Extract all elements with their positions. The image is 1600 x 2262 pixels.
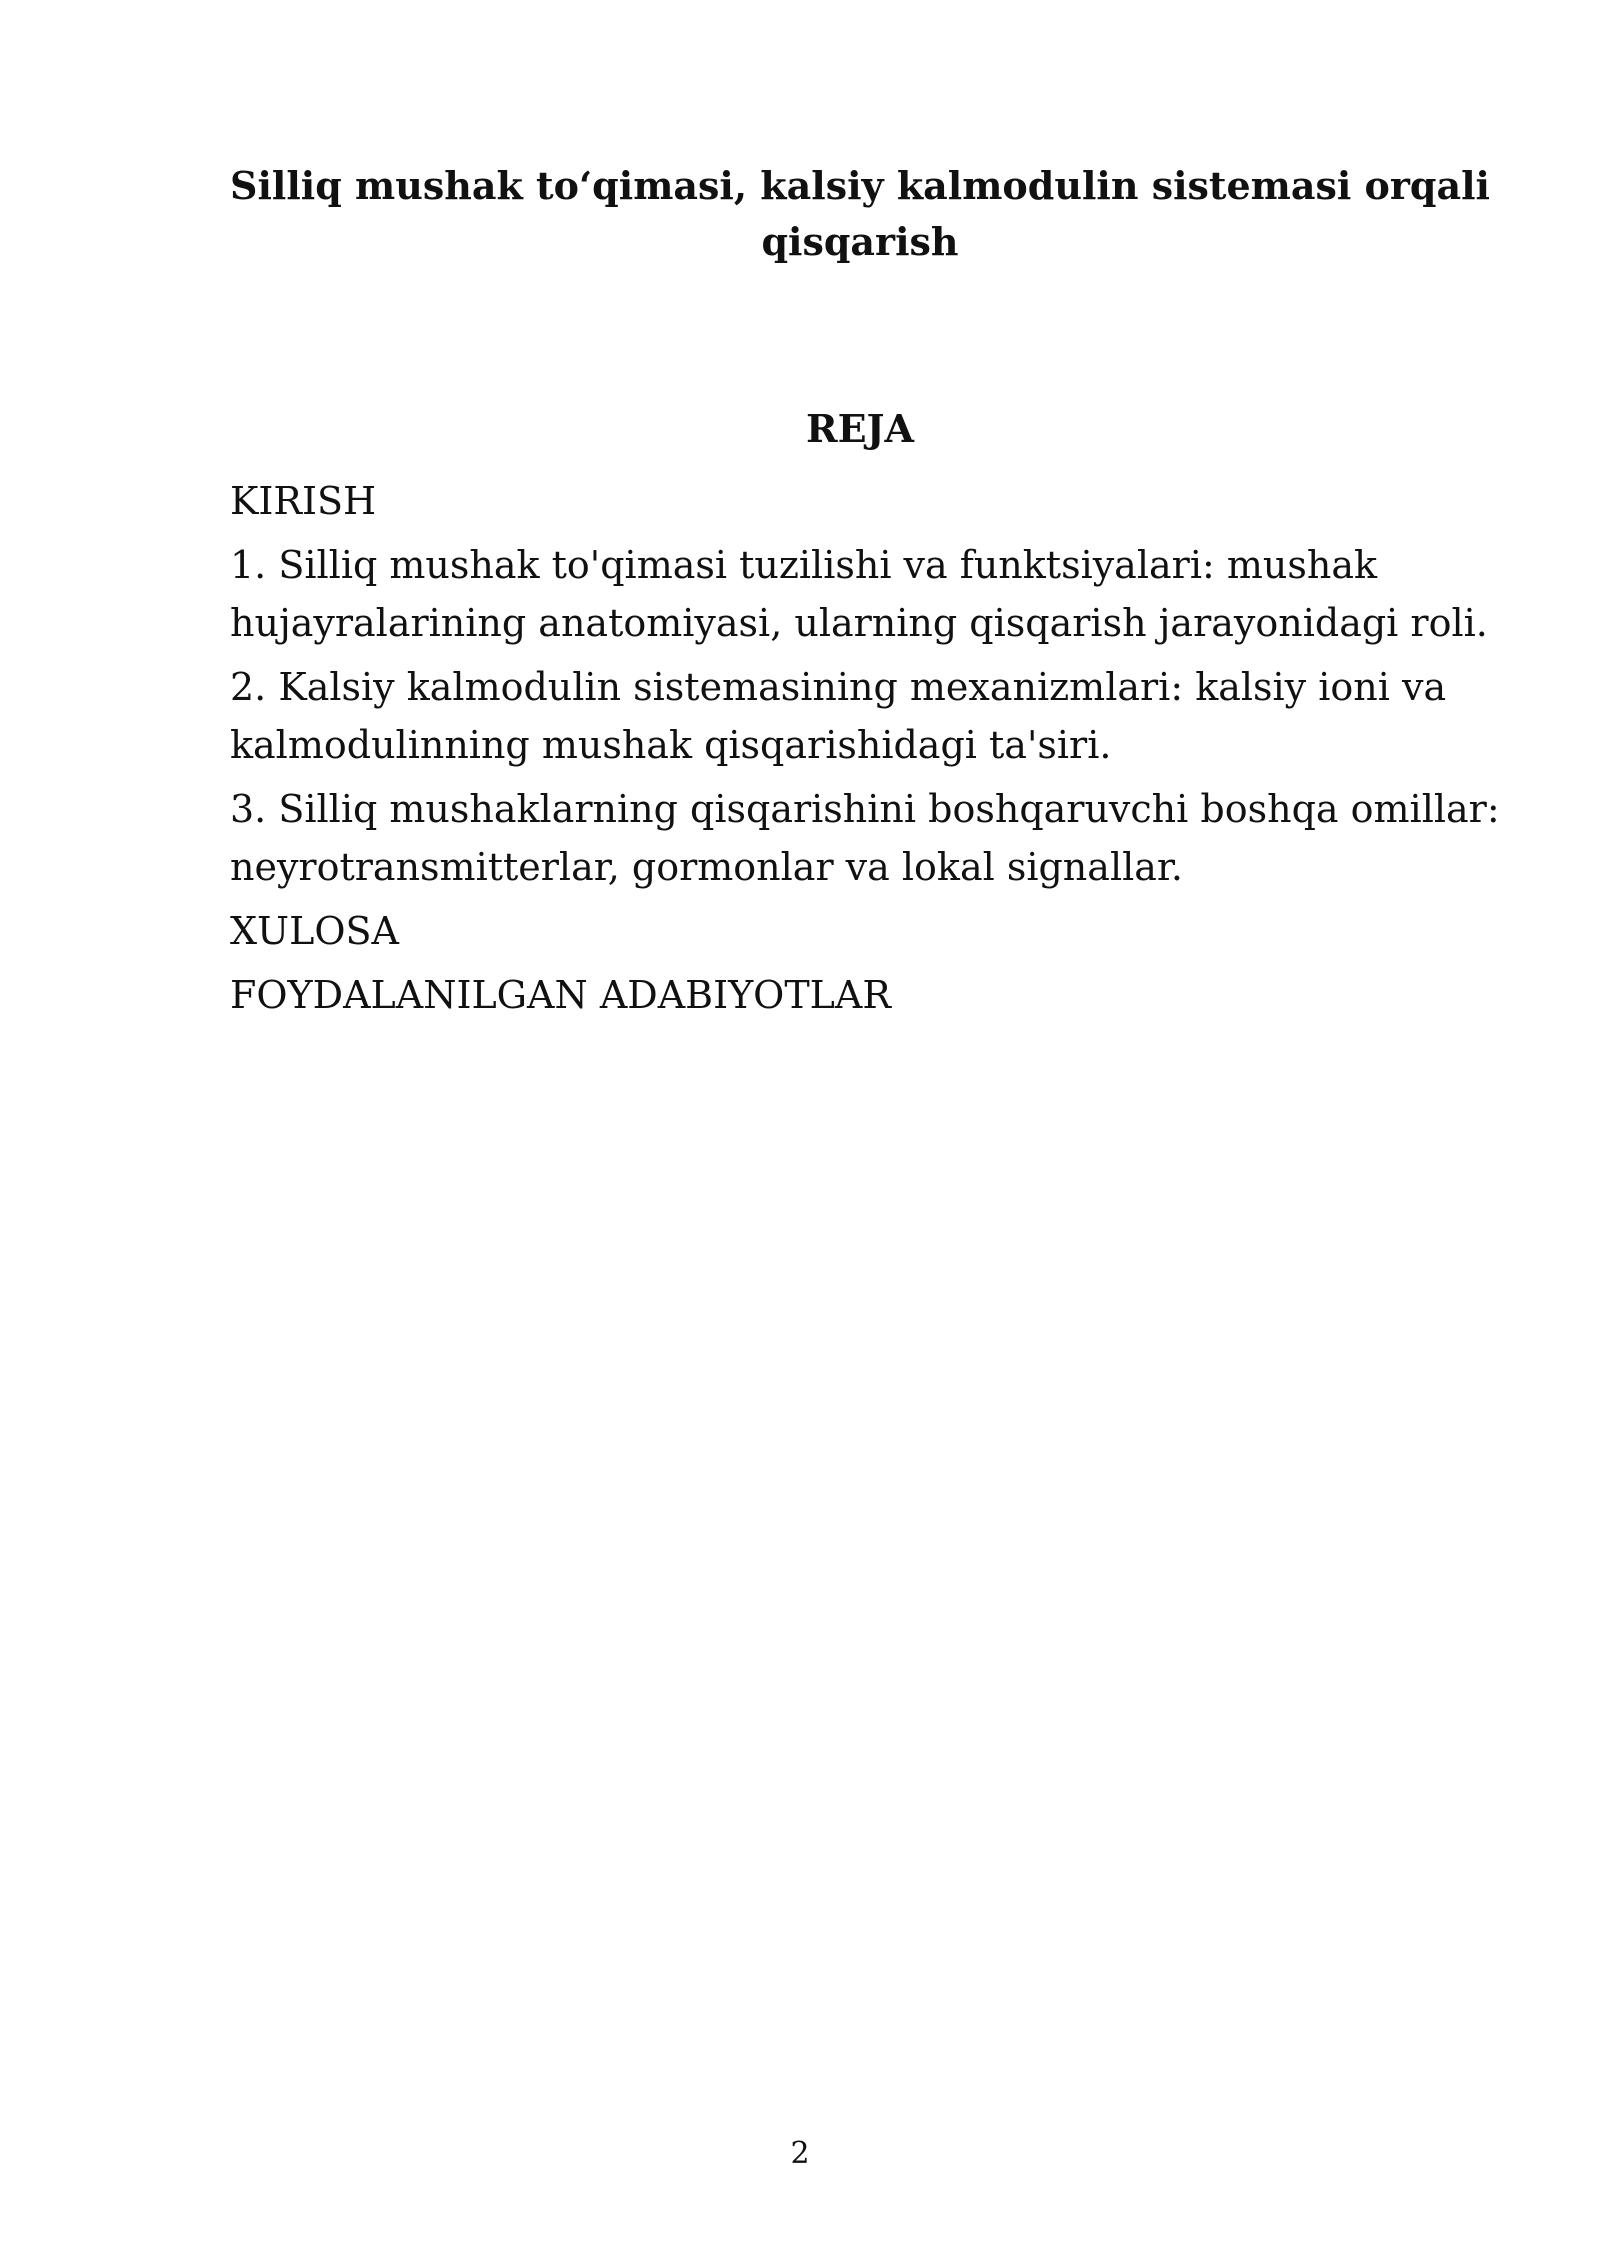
plan-item-references: FOYDALANILGAN ADABIYOTLAR bbox=[230, 973, 891, 1017]
plan-heading: REJA bbox=[805, 406, 914, 451]
plan-item-3: 3. Silliq mushaklarning qisqarishini boshqaruvchi boshqa omillar: neyrotransmitterlar, gormonlar va lokal signallar. bbox=[230, 787, 1500, 889]
plan-item-conclusion: XULOSA bbox=[230, 909, 399, 953]
plan-item-introduction: KIRISH bbox=[230, 479, 377, 523]
page-number: 2 bbox=[790, 2136, 810, 2171]
plan-item-1: 1. Silliq mushak to'qimasi tuzilishi va funktsiyalari: mushak hujayralarining anatomiyasi, ularning qisqarish jarayonidagi roli. bbox=[230, 543, 1488, 645]
plan-item-2: 2. Kalsiy kalmodulin sistemasining mexanizmlari: kalsiy ioni va kalmodulinning mushak qisqarishidagi ta'siri. bbox=[230, 665, 1447, 767]
document-title: Silliq mushak to‘qimasi, kalsiy kalmodulin sistemasi orqali qisqarish bbox=[230, 163, 1490, 264]
plan-list bbox=[230, 472, 1530, 1030]
